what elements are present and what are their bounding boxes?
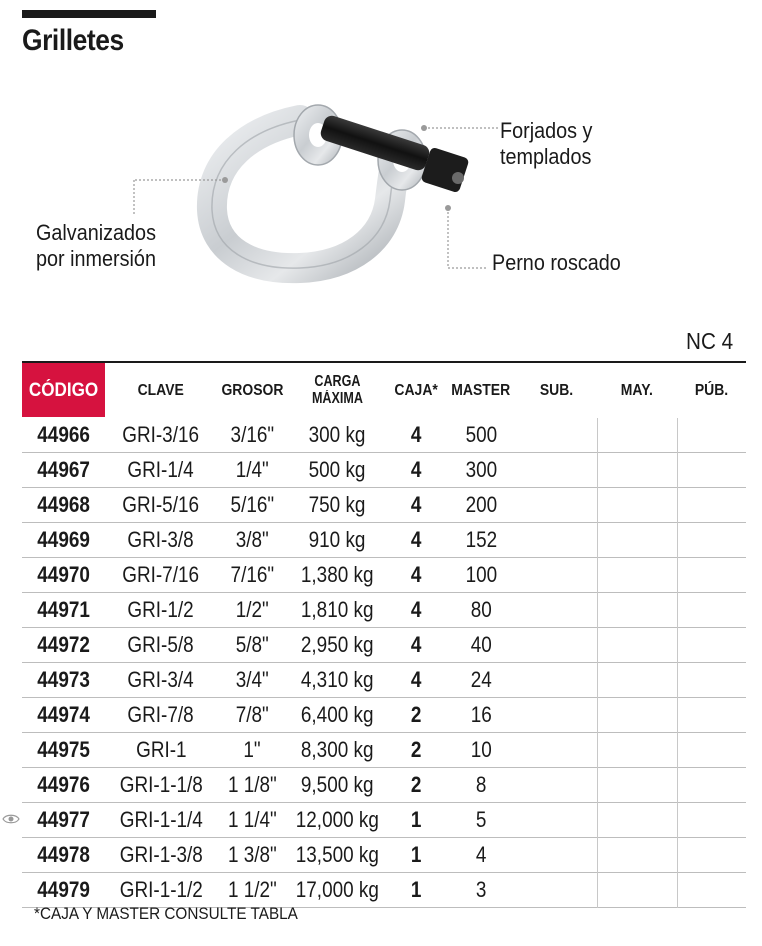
table-row <box>22 698 746 733</box>
cell-pub <box>677 663 746 697</box>
cell-pub <box>677 418 746 452</box>
cell-codigo: 44971 <box>37 597 90 622</box>
cell-caja: 4 <box>410 632 422 657</box>
callout-forjados <box>500 118 592 170</box>
table-header <box>22 363 746 417</box>
cell-grosor: 1/2" <box>235 597 269 622</box>
cell-clave: GRI-7/16 <box>122 562 200 587</box>
callout-perno: Perno roscado <box>492 250 621 275</box>
callout-galv-line1: Galvanizados <box>36 220 156 245</box>
cell-codigo: 44974 <box>37 702 90 727</box>
cell-carga: 500 kg <box>308 457 366 482</box>
cell-clave: GRI-5/8 <box>127 632 195 657</box>
cell-caja: 4 <box>410 457 422 482</box>
column-divider <box>597 418 598 908</box>
cell-clave: GRI-1/2 <box>127 597 195 622</box>
cell-master: 8 <box>475 772 487 797</box>
cell-codigo: 44975 <box>37 737 90 762</box>
cell-codigo: 44978 <box>37 842 90 867</box>
cell-carga: 6,400 kg <box>300 702 374 727</box>
cell-may <box>597 733 677 767</box>
cell-sub <box>517 523 597 557</box>
header-may: MAY. <box>620 381 654 399</box>
cell-carga: 17,000 kg <box>295 877 379 902</box>
cell-may <box>597 838 677 872</box>
cell-pub <box>677 698 746 732</box>
table-body <box>22 418 746 908</box>
header-carga-line1: CARGA <box>313 373 361 390</box>
cell-clave: GRI-1-3/8 <box>119 842 203 867</box>
callout-galvanizados <box>36 220 156 272</box>
cell-grosor: 1 1/2" <box>227 877 277 902</box>
cell-clave: GRI-1-1/8 <box>119 772 203 797</box>
cell-pub <box>677 838 746 872</box>
cell-clave: GRI-7/8 <box>127 702 195 727</box>
cell-codigo: 44977 <box>37 807 90 832</box>
cell-grosor: 1 1/4" <box>227 807 277 832</box>
cell-caja: 4 <box>410 422 422 447</box>
cell-may <box>597 663 677 697</box>
cell-caja: 2 <box>410 772 422 797</box>
cell-caja: 2 <box>410 737 422 762</box>
cell-caja: 1 <box>410 807 422 832</box>
cell-pub <box>677 873 746 907</box>
cell-carga: 9,500 kg <box>300 772 374 797</box>
cell-caja: 2 <box>410 702 422 727</box>
cell-sub <box>517 558 597 592</box>
cell-may <box>597 768 677 802</box>
cell-codigo: 44967 <box>37 457 90 482</box>
callout-galv-line2: por inmersión <box>36 246 156 271</box>
header-carga-line2: MÁXIMA <box>311 390 363 407</box>
cell-carga: 13,500 kg <box>295 842 379 867</box>
cell-grosor: 1/4" <box>235 457 269 482</box>
cell-clave: GRI-3/4 <box>127 667 195 692</box>
cell-carga: 1,380 kg <box>300 562 374 587</box>
cell-sub <box>517 593 597 627</box>
cell-grosor: 5/8" <box>235 632 269 657</box>
callout-forjados-line1: Forjados y <box>500 118 593 143</box>
title-accent-bar <box>22 10 156 18</box>
cell-codigo: 44973 <box>37 667 90 692</box>
cell-master: 200 <box>465 492 497 517</box>
cell-master: 5 <box>475 807 487 832</box>
cell-may <box>597 453 677 487</box>
cell-pub <box>677 628 746 662</box>
cell-codigo: 44976 <box>37 772 90 797</box>
table-row <box>22 628 746 663</box>
cell-codigo: 44979 <box>37 877 90 902</box>
cell-may <box>597 873 677 907</box>
column-divider <box>677 418 678 908</box>
cell-sub <box>517 418 597 452</box>
cell-carga: 300 kg <box>308 422 366 447</box>
cell-sub <box>517 628 597 662</box>
cell-carga: 8,300 kg <box>300 737 374 762</box>
cell-sub <box>517 768 597 802</box>
cell-may <box>597 418 677 452</box>
cell-master: 10 <box>470 737 492 762</box>
cell-clave: GRI-1-1/4 <box>119 807 203 832</box>
cell-grosor: 3/16" <box>230 422 274 447</box>
cell-carga: 750 kg <box>308 492 366 517</box>
cell-sub <box>517 873 597 907</box>
cell-caja: 1 <box>410 842 422 867</box>
cell-clave: GRI-1-1/2 <box>119 877 203 902</box>
cell-grosor: 1 3/8" <box>227 842 277 867</box>
cell-pub <box>677 558 746 592</box>
cell-master: 4 <box>475 842 487 867</box>
cell-caja: 4 <box>410 492 422 517</box>
cell-grosor: 3/4" <box>235 667 269 692</box>
cell-caja: 4 <box>410 562 422 587</box>
cell-grosor: 7/16" <box>230 562 274 587</box>
cell-sub <box>517 733 597 767</box>
cell-master: 80 <box>470 597 492 622</box>
cell-grosor: 7/8" <box>235 702 269 727</box>
callout-forjados-line2: templados <box>500 144 592 169</box>
table-row <box>22 733 746 768</box>
cell-caja: 4 <box>410 597 422 622</box>
table-row <box>22 593 746 628</box>
cell-sub <box>517 838 597 872</box>
header-carga <box>287 363 387 417</box>
cell-codigo: 44969 <box>37 527 90 552</box>
cell-carga: 910 kg <box>308 527 366 552</box>
nc-label: NC 4 <box>686 328 734 354</box>
cell-pub <box>677 593 746 627</box>
cell-codigo: 44968 <box>37 492 90 517</box>
cell-master: 500 <box>465 422 497 447</box>
cell-clave: GRI-1/4 <box>127 457 195 482</box>
cell-pub <box>677 523 746 557</box>
cell-codigo: 44970 <box>37 562 90 587</box>
cell-pub <box>677 733 746 767</box>
cell-pub <box>677 768 746 802</box>
table-row <box>22 453 746 488</box>
cell-grosor: 1 1/8" <box>227 772 277 797</box>
cell-may <box>597 523 677 557</box>
eye-icon <box>2 813 20 825</box>
table-row <box>22 803 746 838</box>
cell-sub <box>517 663 597 697</box>
cell-master: 152 <box>465 527 497 552</box>
cell-master: 40 <box>470 632 492 657</box>
cell-codigo: 44972 <box>37 632 90 657</box>
table-row <box>22 488 746 523</box>
cell-clave: GRI-3/16 <box>122 422 200 447</box>
footnote: *CAJA Y MASTER CONSULTE TABLA <box>34 904 298 923</box>
cell-carga: 12,000 kg <box>295 807 379 832</box>
header-pub: PÚB. <box>694 381 729 399</box>
cell-may <box>597 803 677 837</box>
cell-master: 300 <box>465 457 497 482</box>
cell-master: 100 <box>465 562 497 587</box>
cell-caja: 4 <box>410 667 422 692</box>
page-title: Grilletes <box>22 24 124 57</box>
cell-carga: 1,810 kg <box>300 597 374 622</box>
header-caja: CAJA* <box>394 381 438 399</box>
cell-master: 3 <box>475 877 487 902</box>
cell-grosor: 3/8" <box>235 527 269 552</box>
cell-caja: 4 <box>410 527 422 552</box>
cell-may <box>597 558 677 592</box>
cell-grosor: 5/16" <box>230 492 274 517</box>
cell-sub <box>517 698 597 732</box>
table-row <box>22 663 746 698</box>
cell-sub <box>517 488 597 522</box>
table-row <box>22 768 746 803</box>
header-clave: CLAVE <box>137 381 185 399</box>
table-row <box>22 523 746 558</box>
table-row <box>22 838 746 873</box>
cell-grosor: 1" <box>243 737 261 762</box>
cell-pub <box>677 488 746 522</box>
cell-carga: 2,950 kg <box>300 632 374 657</box>
table-row <box>22 558 746 593</box>
cell-may <box>597 698 677 732</box>
cell-clave: GRI-5/16 <box>122 492 200 517</box>
header-grosor: GROSOR <box>220 381 284 399</box>
cell-master: 16 <box>470 702 492 727</box>
table-row <box>22 873 746 908</box>
header-master: MASTER <box>451 381 511 399</box>
cell-sub <box>517 453 597 487</box>
cell-clave: GRI-1 <box>135 737 187 762</box>
cell-carga: 4,310 kg <box>300 667 374 692</box>
cell-clave: GRI-3/8 <box>127 527 195 552</box>
cell-may <box>597 488 677 522</box>
cell-pub <box>677 453 746 487</box>
header-codigo: CÓDIGO <box>22 363 105 417</box>
cell-caja: 1 <box>410 877 422 902</box>
cell-master: 24 <box>470 667 492 692</box>
cell-may <box>597 628 677 662</box>
header-sub: SUB. <box>540 381 574 399</box>
cell-pub <box>677 803 746 837</box>
cell-sub <box>517 803 597 837</box>
cell-codigo: 44966 <box>37 422 90 447</box>
cell-may <box>597 593 677 627</box>
table-row <box>22 418 746 453</box>
